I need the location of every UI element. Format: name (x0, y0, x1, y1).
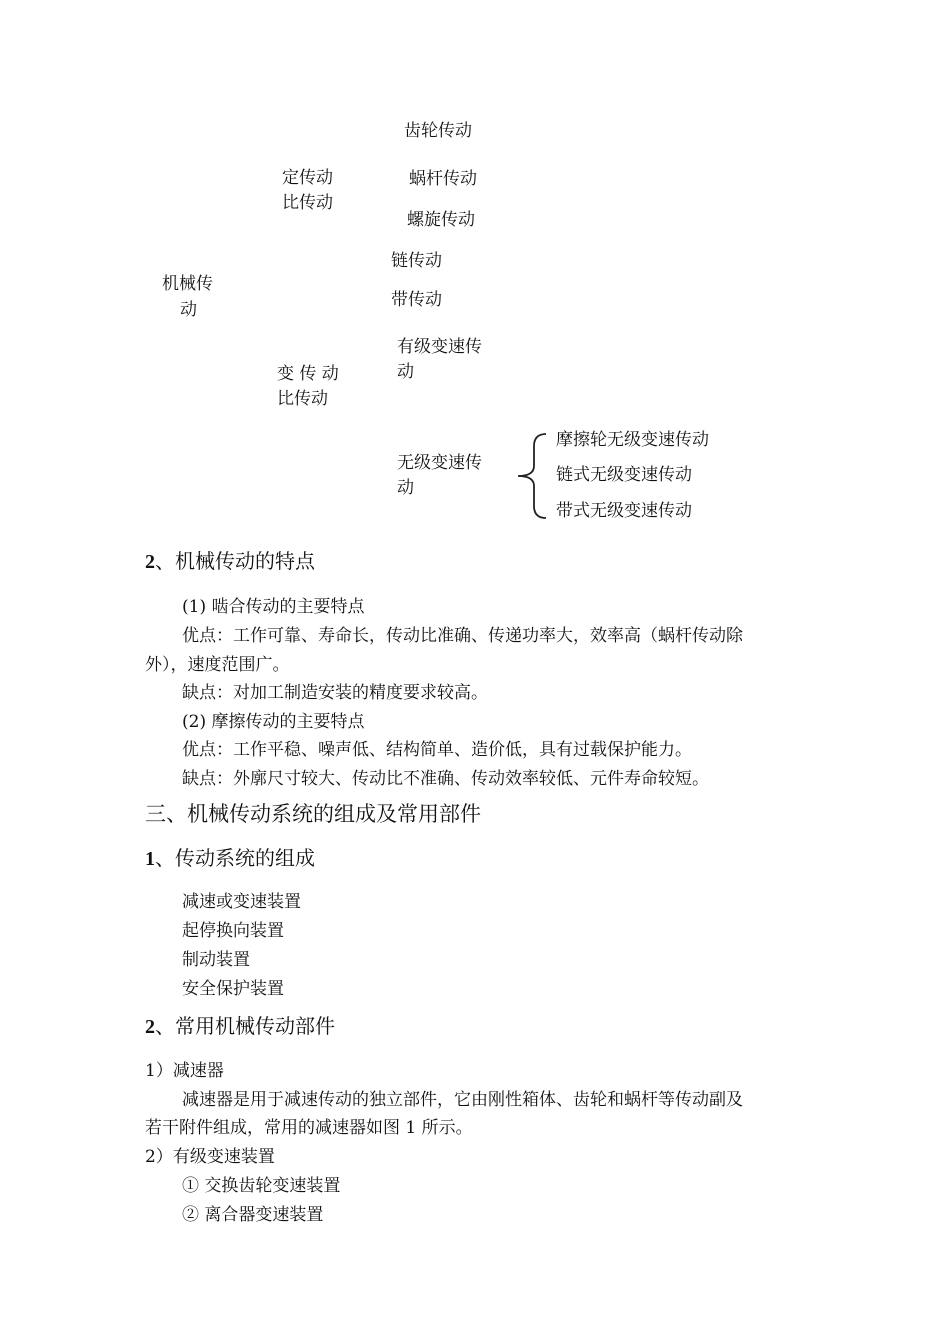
mesh-advantages-line1: 优点：工作可靠、寿命长，传动比准确、传递功率大，效率高（蜗杆传动除 (182, 626, 743, 646)
stepped-device-item: ② 离合器变速装置 (182, 1205, 324, 1225)
composition-item: 起停换向装置 (182, 921, 284, 941)
tree-stepless-item-friction: 摩擦轮无级变速传动 (556, 430, 709, 450)
section-title: 、机械传动的特点 (155, 549, 315, 573)
section-title: 、传动系统的组成 (155, 846, 315, 870)
tree-fixed-ratio-line1: 定传动 (282, 168, 333, 188)
section-heading-characteristics (145, 547, 315, 576)
section-number: 2 (145, 1016, 155, 1038)
section-title: 、常用机械传动部件 (155, 1014, 335, 1038)
tree-stepless-line1: 无级变速传 (397, 453, 482, 473)
chapter-heading: 三、机械传动系统的组成及常用部件 (145, 802, 481, 826)
tree-worm: 蜗杆传动 (409, 169, 477, 189)
reducer-description-line2: 若干附件组成，常用的减速器如图 1 所示。 (145, 1118, 473, 1138)
section-number: 2 (145, 551, 155, 573)
tree-stepless-item-belt: 带式无级变速传动 (556, 501, 692, 521)
mesh-advantages-line2: 外），速度范围广。 (145, 655, 290, 675)
reducer-description-line1: 减速器是用于减速传动的独立部件，它由刚性箱体、齿轮和蜗杆等传动副及 (182, 1090, 743, 1110)
tree-belt: 带传动 (391, 290, 442, 310)
stepped-device-item: ① 交换齿轮变速装置 (182, 1176, 341, 1196)
tree-variable-ratio-line1: 变 传 动 (277, 364, 339, 384)
tree-stepless-item-chain: 链式无级变速传动 (556, 465, 692, 485)
tree-variable-ratio-line2: 比传动 (277, 389, 328, 409)
friction-advantages: 优点：工作平稳、噪声低、结构简单、造价低，具有过载保护能力。 (182, 740, 692, 760)
tree-gear: 齿轮传动 (404, 121, 472, 141)
curly-brace-icon (510, 430, 550, 522)
composition-item: 安全保护装置 (182, 979, 284, 999)
composition-item: 制动装置 (182, 950, 250, 970)
reducer-title: 1）减速器 (145, 1061, 224, 1081)
tree-fixed-ratio-line2: 比传动 (282, 193, 333, 213)
tree-chain: 链传动 (391, 251, 442, 271)
tree-screw: 螺旋传动 (407, 210, 475, 230)
tree-root-line2: 动 (180, 300, 197, 320)
tree-root-line1: 机械传 (162, 274, 213, 294)
mesh-title: (1) 啮合传动的主要特点 (182, 597, 365, 617)
stepped-device-title: 2）有级变速装置 (145, 1147, 275, 1167)
tree-stepless-line2: 动 (397, 478, 414, 498)
composition-item: 减速或变速装置 (182, 892, 301, 912)
section-heading-components (145, 1012, 335, 1041)
mesh-disadvantages: 缺点：对加工制造安装的精度要求较高。 (182, 683, 488, 703)
section-number: 1 (145, 848, 155, 870)
tree-stepped-line1: 有级变速传 (397, 337, 482, 357)
friction-title: (2) 摩擦传动的主要特点 (182, 712, 365, 732)
section-heading-composition (145, 844, 315, 873)
friction-disadvantages: 缺点：外廓尺寸较大、传动比不准确、传动效率较低、元件寿命较短。 (182, 769, 709, 789)
tree-stepped-line2: 动 (397, 362, 414, 382)
